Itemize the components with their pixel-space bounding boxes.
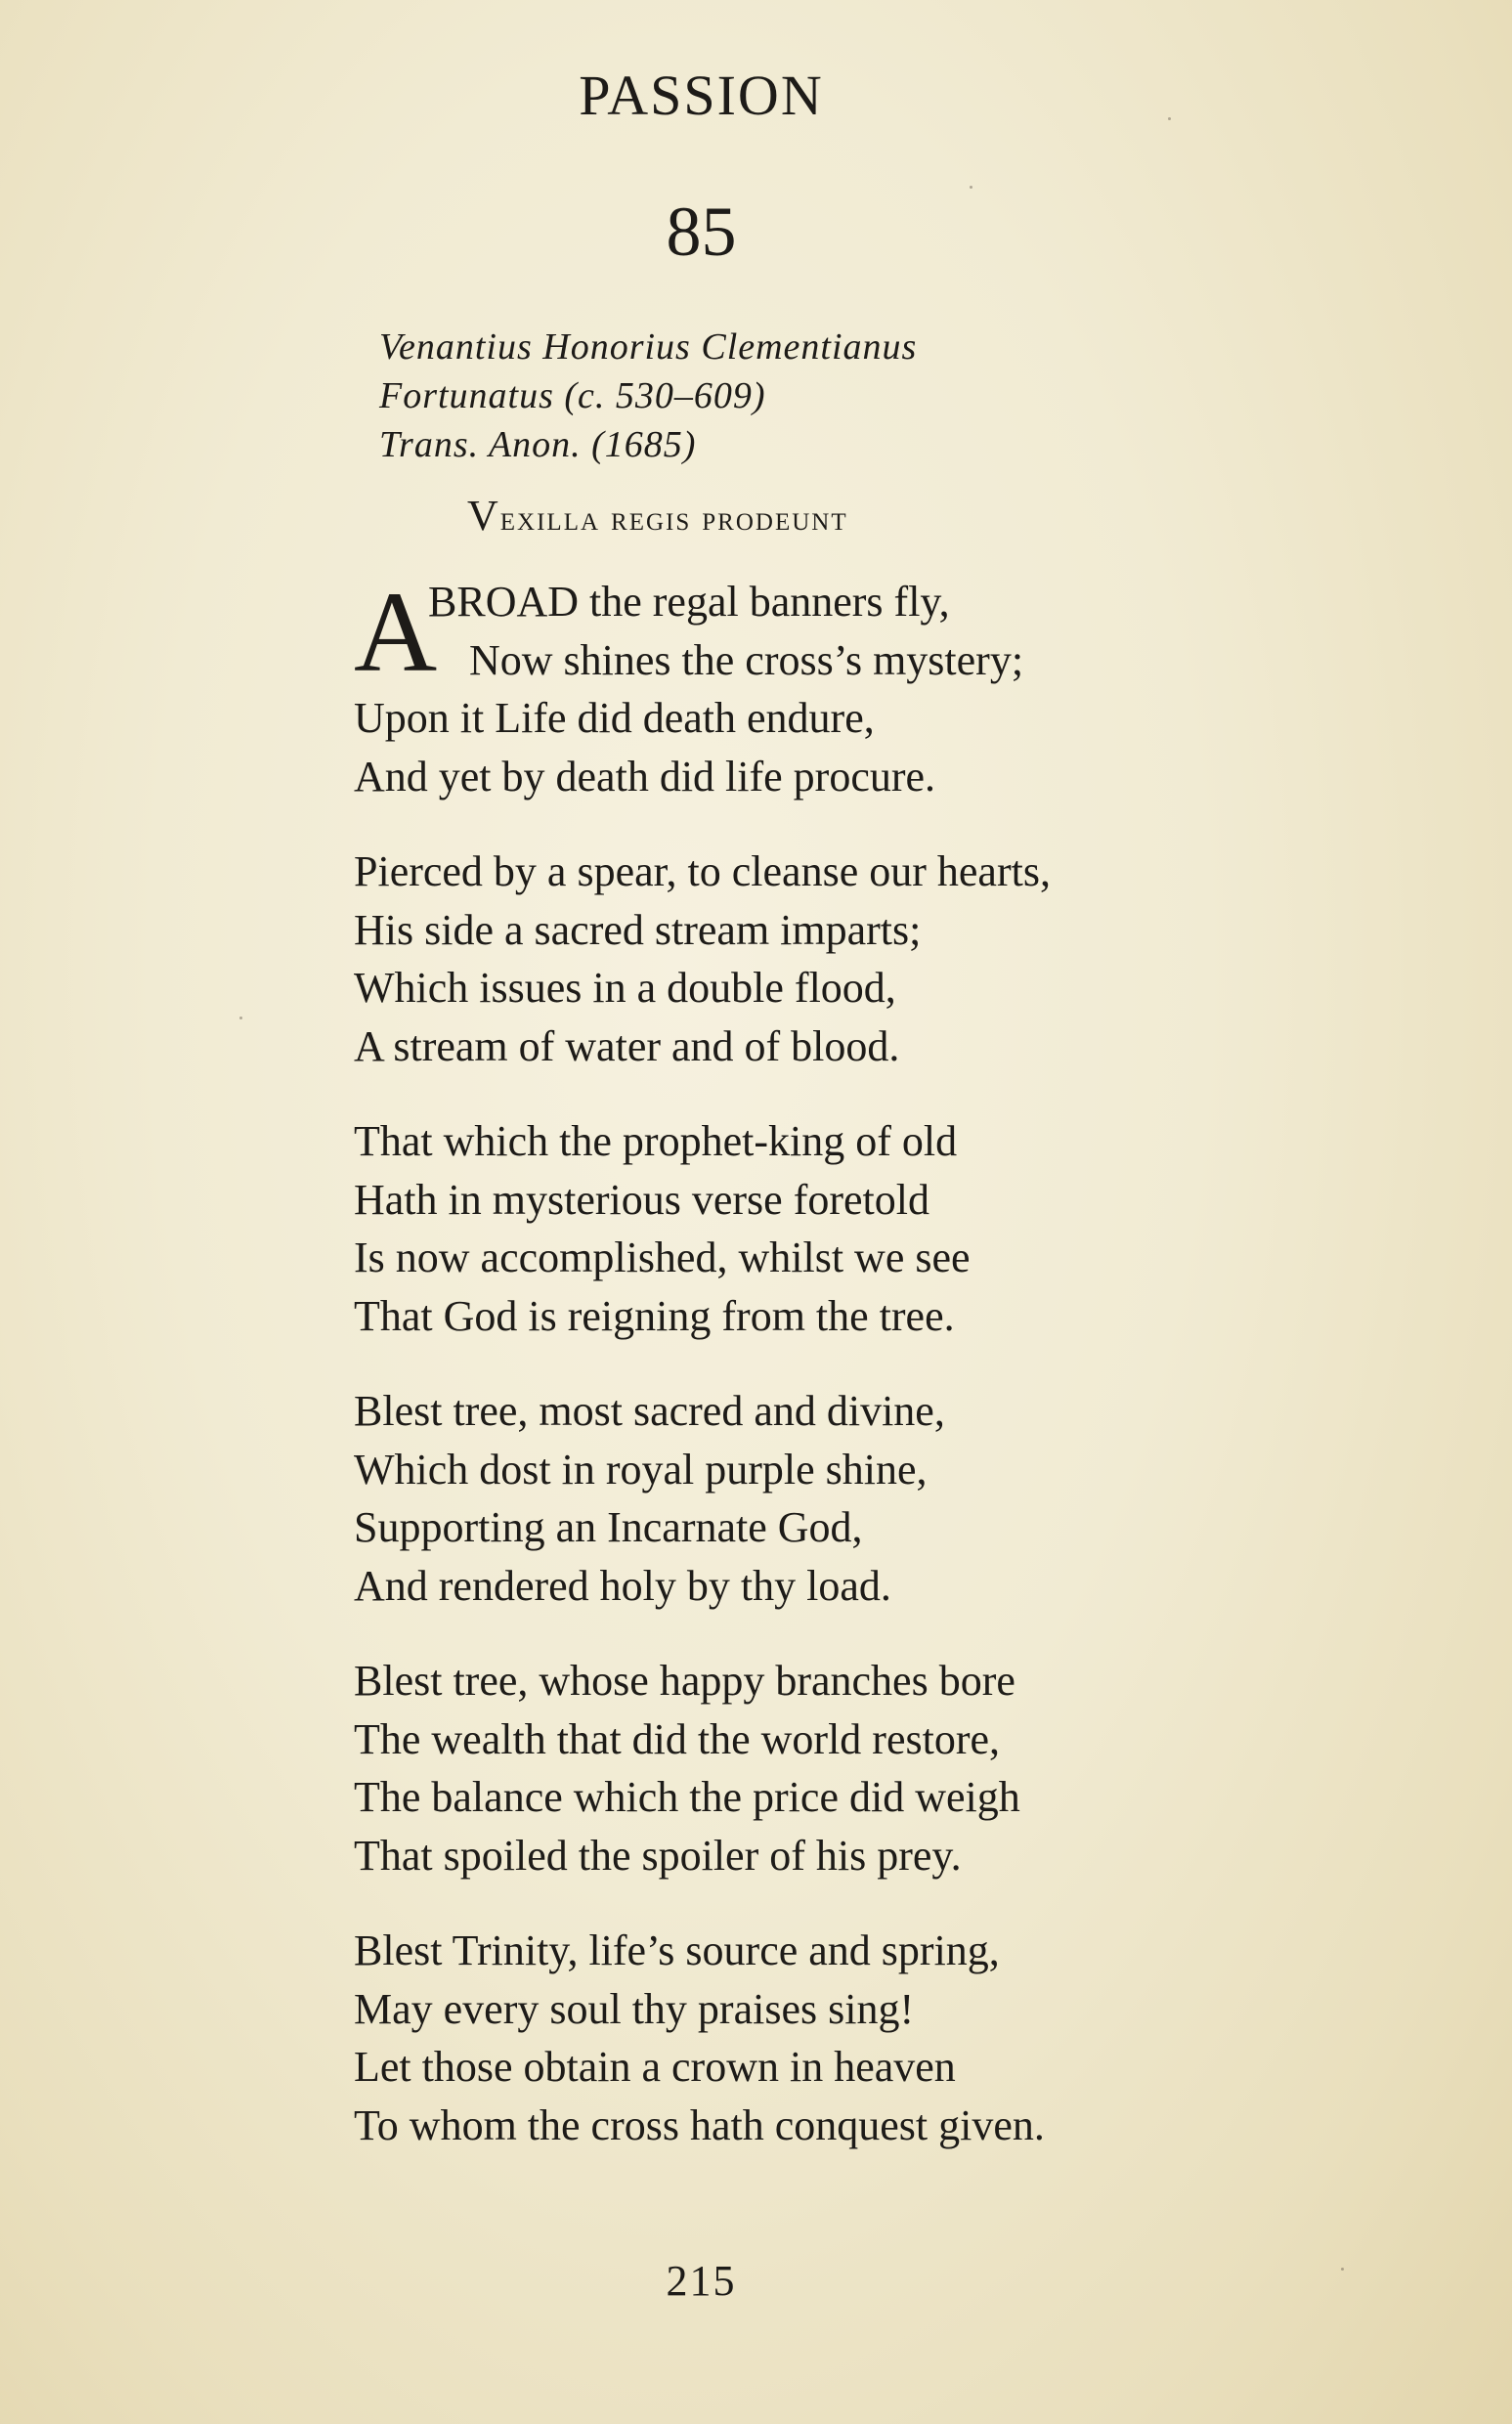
verse-line: Is now accomplished, whilst we see	[354, 1234, 971, 1281]
hymn-title-initial: V	[467, 492, 500, 540]
verse-line: Which dost in royal purple shine,	[354, 1445, 928, 1493]
hymn-title	[467, 491, 848, 541]
running-head: PASSION	[579, 64, 824, 127]
verse-line: His side a sacred stream imparts;	[354, 905, 922, 954]
verse-line: Supporting an Incarnate God,	[354, 1503, 863, 1551]
drop-cap: A	[354, 568, 438, 696]
page-number: 215	[666, 2257, 737, 2305]
verse-line: Which issues in a double flood,	[354, 964, 896, 1012]
verse-line: Blest Trinity, life’s source and spring,	[354, 1926, 1000, 1974]
paper-speck	[970, 186, 972, 189]
paper-speck	[1341, 2268, 1344, 2271]
stanza-5	[354, 1652, 1051, 1884]
stanza-4	[354, 1382, 1051, 1615]
stanza-2	[354, 843, 1051, 1075]
verse-line: May every soul thy praises sing!	[354, 1984, 915, 2033]
verse-line: The balance which the price did weigh	[354, 1773, 1020, 1821]
verse-line: That which the prophet-king of old	[354, 1117, 958, 1165]
stanza-3	[354, 1112, 1051, 1345]
verse-line: Upon it Life did death endure,	[354, 694, 875, 742]
verse-line: Pierced by a spear, to cleanse our hearts,	[354, 847, 1051, 895]
translator-line: Trans. Anon. (1685)	[379, 424, 697, 465]
verse-line: Now shines the cross’s mystery;	[469, 635, 1024, 684]
hymn-title-rest: exilla regis prodeunt	[499, 498, 848, 538]
paper-speck	[239, 1017, 242, 1019]
author-name-line-2: Fortunatus (c. 530–609)	[379, 375, 766, 416]
verse-line: BROAD the regal banners fly,	[428, 578, 950, 626]
paper-speck	[1168, 117, 1171, 120]
verse-line: That spoiled the spoiler of his prey.	[354, 1831, 962, 1880]
verse-line: Blest tree, most sacred and divine,	[354, 1387, 945, 1435]
poem	[354, 568, 1051, 2191]
author-name-line-1: Venantius Honorius Clementianus	[379, 326, 918, 368]
verse-line: Let those obtain a crown in heaven	[354, 2043, 956, 2091]
verse-line: Hath in mysterious verse foretold	[354, 1175, 929, 1224]
verse-line: And yet by death did life procure.	[354, 752, 936, 801]
verse-line: A stream of water and of blood.	[354, 1021, 900, 1070]
verse-line: And rendered holy by thy load.	[354, 1561, 891, 1610]
hymn-number: 85	[666, 193, 737, 271]
verse-line: The wealth that did the world restore,	[354, 1714, 1001, 1763]
verse-line: To whom the cross hath conquest given.	[354, 2100, 1045, 2149]
stanza-6	[354, 1922, 1051, 2154]
attribution	[379, 323, 917, 469]
verse-line: Blest tree, whose happy branches bore	[354, 1657, 1015, 1705]
verse-line: That God is reigning from the tree.	[354, 1291, 955, 1340]
stanza-1	[354, 568, 1051, 805]
